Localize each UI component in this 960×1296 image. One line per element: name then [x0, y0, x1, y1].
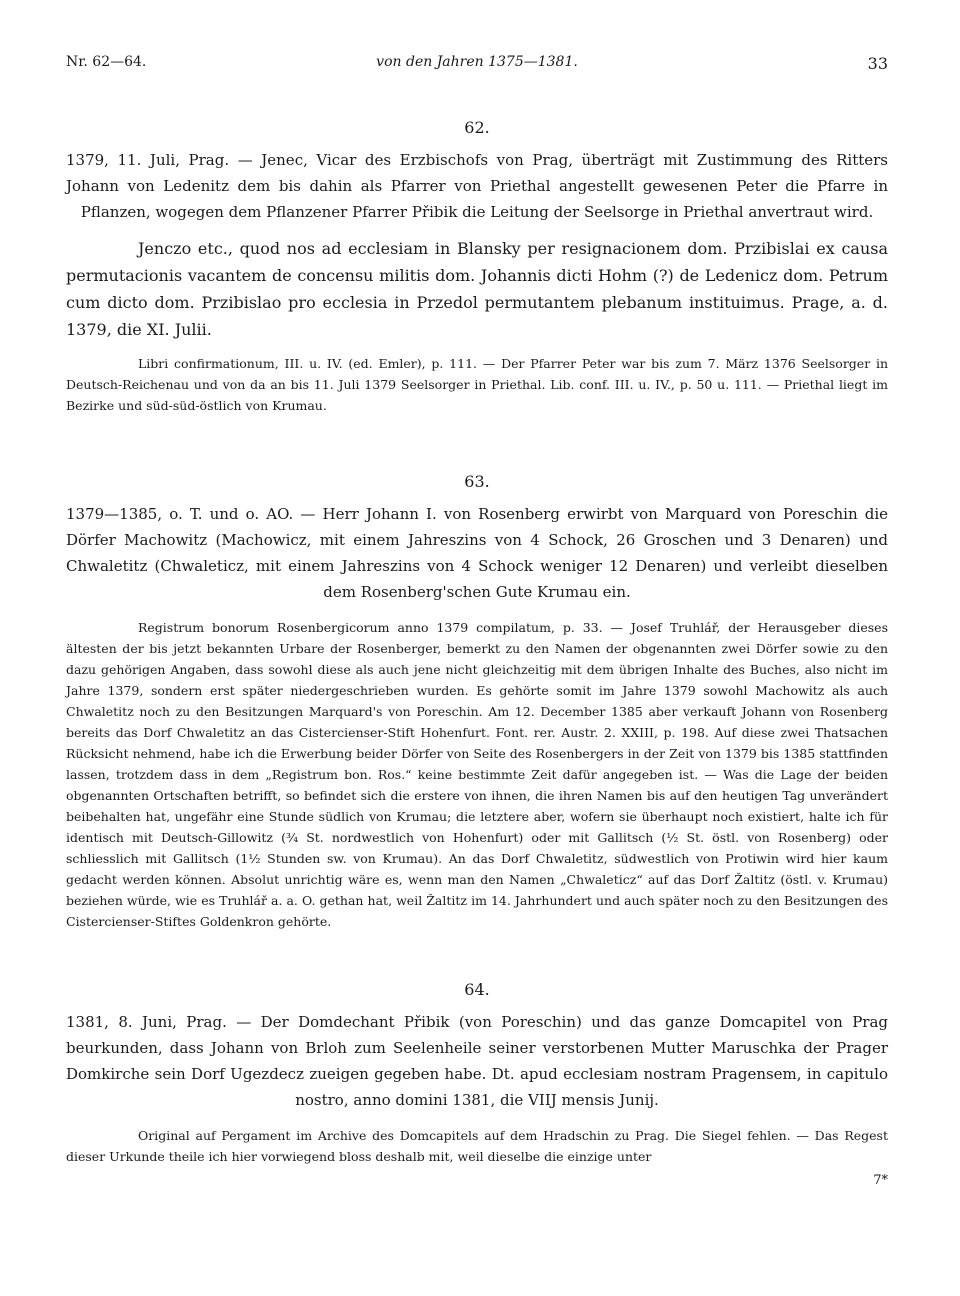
entry-regest-62: 1379, 11. Juli, Prag. — Jenec, Vicar des Erzbischofs von Prag, überträgt mit Zustimmung des Ritters Johann von Ledenitz dem bis dahin als Pfarrer von Priethal angestellt gewesenen Peter die Pfarre in Pflanzen, wogegen dem Pflanzener Pfarrer Přibik die Leitung der Seelsorge in Priethal anvertraut wird.	[66, 151, 888, 221]
entry-note-62: Libri confirmationum, III. u. IV. (ed. Emler), p. 111. — Der Pfarrer Peter war bis zum 7. März 1376 Seelsorger in Deutsch-Reichenau und von da an bis 11. Juli 1379 Seelsorger in Priethal. Lib. conf. III. u. IV., p. 50 u. 111. — Priethal liegt im Bezirke und süd-süd-östlich von Krumau.	[66, 356, 888, 413]
entry-number-64: 64.	[464, 980, 490, 999]
entry-latin-text-62: Jenczo etc., quod nos ad ecclesiam in Blansky per resignacionem dom. Przibislai ex causa permutacionis vacantem de concensu militis dom. Johannis dicti Hohm (?) de Ledenicz dom. Petrum cum dicto dom. Przibislao pro ecclesia in Przedol permutantem plebanum instituimus. Prage, a. d. 1379, die XI. Julii.	[66, 239, 888, 339]
entry-note-63: Registrum bonorum Rosenbergicorum anno 1379 compilatum, p. 33. — Josef Truhlář, der Herausgeber dieses ältesten der bis jetzt bekannten Urbare der Rosenberger, bemerkt zu den Namen der obgenannten zwei Dörfer sowie zu den dazu gehörigen Angaben, dass sowohl diese als auch jene nicht gleichzeitig mit dem übrigen Inhalte des Buches, also nicht im Jahre 1379, sondern erst später niedergeschrieben wurden. Es gehörte somit im Jahre 1379 sowohl Machowitz als auch Chwaletitz noch zu den Besitzungen Marquard's von Poreschin. Am 12. December 1385 aber verkauft Johann von Rosenberg bereits das Dorf Chwaletitz an das Cistercienser-Stift Hohenfurt. Font. rer. Austr. 2. XXIII, p. 198. Auf diese zwei Thatsachen Rücksicht nehmend, habe ich die Erwerbung beider Dörfer von Seite des Rosenbergers in der Zeit von 1379 bis 1385 stattfinden lassen, trotzdem dass in dem „Registrum bon. Ros.“ keine bestimmte Zeit dafür angegeben ist. — Was die Lage der beiden obgenannten Ortschaften betrifft, so befindet sich die erstere von ihnen, die ihren Namen bis auf den heutigen Tag unverändert beibehalten hat, ungefähr eine Stunde südlich von Krumau; die letztere aber, wofern sie überhaupt noch existiert, halte ich für identisch mit Deutsch-Gillowitz (¾ St. nordwestlich von Hohenfurt) oder mit Gallitsch (½ St. östl. von Rosenberg) oder schliesslich mit Gallitsch (1½ Stunden sw. von Krumau). An das Dorf Chwaletitz, südwestlich von Protiwin wird hier kaum gedacht werden können. Absolut unrichtig wäre es, wenn man den Namen „Chwaleticz“ auf das Dorf Žaltitz (östl. v. Krumau) beziehen würde, wie es Truhlář a. a. O. gethan hat, weil Žaltitz im 14. Jahrhundert und auch später noch zu den Besitzungen des Cistercienser-Stiftes Goldenkron gehörte.	[66, 620, 888, 929]
entry-regest-63: 1379—1385, o. T. und o. AO. — Herr Johann I. von Rosenberg erwirbt von Marquard von Poreschin die Dörfer Machowitz (Machowicz, mit einem Jahreszins von 4 Schock, 26 Groschen und 3 Denaren) und Chwaletitz (Chwaleticz, mit einem Jahreszins von 4 Schock weniger 12 Denaren) und verleibt dieselben dem Rosenberg'schen Gute Krumau ein.	[66, 505, 888, 601]
running-head	[66, 54, 888, 78]
signature-mark: 7*	[873, 1173, 888, 1188]
running-head-title: von den Jahren 1375—1381.	[376, 54, 578, 70]
running-head-left: Nr. 62—64.	[66, 54, 147, 70]
page-number: 33	[867, 54, 888, 73]
entry-number-62: 62.	[464, 118, 490, 137]
entry-regest-64: 1381, 8. Juni, Prag. — Der Domdechant Přibik (von Poreschin) und das ganze Domcapitel von Prag beurkunden, dass Johann von Brloh zum Seelenheile seiner verstorbenen Mutter Maruschka der Prager Domkirche sein Dorf Ugezdecz zueigen gegeben habe. Dt. apud ecclesiam nostram Pragensem, in capitulo nostro, anno domini 1381, die VIIJ mensis Junij.	[66, 1013, 888, 1109]
entry-number-63: 63.	[464, 472, 490, 491]
page	[66, 54, 888, 1188]
entry-note-64: Original auf Pergament im Archive des Domcapitels auf dem Hradschin zu Prag. Die Siegel fehlen. — Das Regest dieser Urkunde theile ich hier vorwiegend bloss deshalb mit, weil dieselbe die einzige unter	[66, 1128, 888, 1164]
